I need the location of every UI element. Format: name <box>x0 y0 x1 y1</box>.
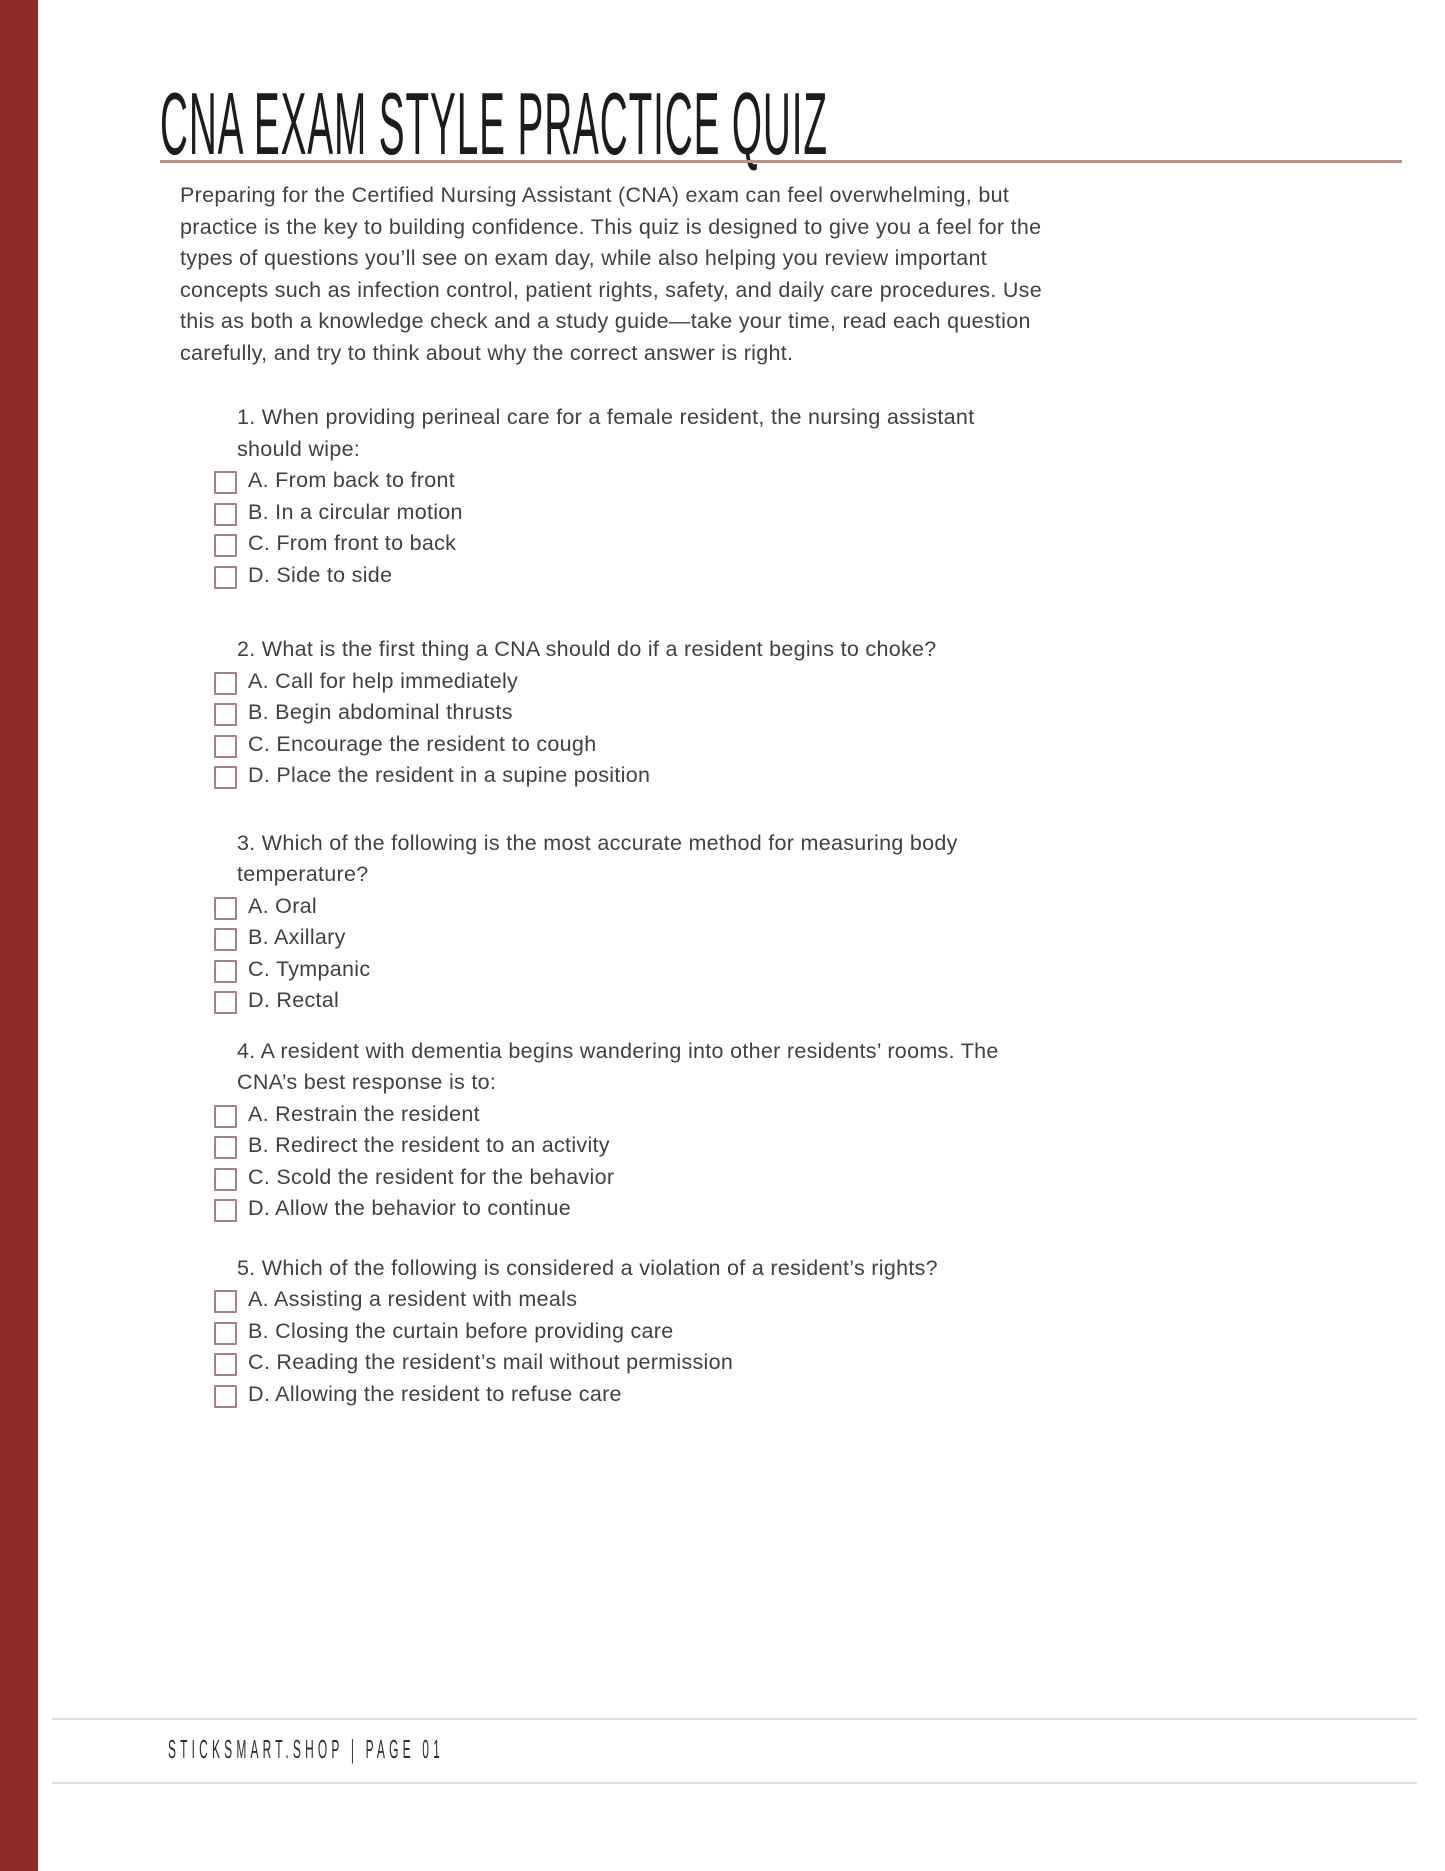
answer-label: C. Scold the resident for the behavior <box>248 1164 615 1189</box>
answer-label: A. Call for help immediately <box>248 668 519 693</box>
answer-checkbox[interactable] <box>214 471 237 494</box>
answer-option <box>160 1130 1402 1162</box>
answer-label: D. Rectal <box>248 988 340 1012</box>
answer-checkbox[interactable] <box>214 1353 237 1376</box>
title-underline-rule <box>160 160 1402 163</box>
answer-option <box>160 922 1402 954</box>
answer-option <box>160 1099 1402 1131</box>
answer-option <box>160 497 1402 529</box>
answer-option <box>160 465 1402 497</box>
left-accent-bar <box>0 0 38 1871</box>
answer-option <box>160 528 1402 560</box>
answer-checkbox[interactable] <box>214 1136 237 1159</box>
intro-line: carefully, and try to think about why the correct answer is right. <box>180 340 794 365</box>
answer-checkbox[interactable] <box>214 503 237 526</box>
question-3 <box>160 828 1402 1017</box>
answer-option <box>160 891 1402 923</box>
question-text: should wipe: <box>237 436 361 461</box>
question-text: temperature? <box>237 862 369 886</box>
answer-checkbox[interactable] <box>214 960 237 983</box>
answer-checkbox[interactable] <box>214 672 237 695</box>
answer-label: D. Allowing the resident to refuse care <box>248 1381 622 1406</box>
question-text: 3. Which of the following is the most accurate method for measuring body <box>237 830 958 855</box>
intro-paragraph <box>180 180 1080 369</box>
intro-line: practice is the key to building confidence. This quiz is designed to give you a feel for the <box>180 214 1042 239</box>
answer-label: C. From front to back <box>248 531 457 555</box>
answer-label: B. In a circular motion <box>248 499 463 524</box>
question-2 <box>160 634 1402 792</box>
answer-label: D. Place the resident in a supine position <box>248 763 651 787</box>
answer-checkbox[interactable] <box>214 1168 237 1191</box>
answer-checkbox[interactable] <box>214 1199 237 1222</box>
answer-option <box>160 697 1402 729</box>
answer-option <box>160 1379 1402 1411</box>
answer-checkbox[interactable] <box>214 1290 237 1313</box>
answer-checkbox[interactable] <box>214 991 237 1014</box>
answer-checkbox[interactable] <box>214 928 237 951</box>
answer-label: A. Restrain the resident <box>248 1101 480 1126</box>
answer-option <box>160 560 1402 592</box>
answer-option <box>160 985 1402 1017</box>
intro-line: Preparing for the Certified Nursing Assistant (CNA) exam can feel overwhelming, but <box>180 183 1010 207</box>
questions <box>160 402 1402 1410</box>
answer-option <box>160 1347 1402 1379</box>
answer-option <box>160 1193 1402 1225</box>
answer-option <box>160 729 1402 761</box>
footer <box>168 1736 768 1766</box>
question-4 <box>160 1036 1402 1225</box>
answer-label: B. Redirect the resident to an activity <box>248 1133 610 1157</box>
answer-label: C. Encourage the resident to cough <box>248 731 597 756</box>
page-title-text: CNA EXAM STYLE PRACTICE QUIZ <box>160 74 828 173</box>
answer-label: D. Allow the behavior to continue <box>248 1196 572 1220</box>
answer-checkbox[interactable] <box>214 1105 237 1128</box>
answer-checkbox[interactable] <box>214 534 237 557</box>
answer-checkbox[interactable] <box>214 735 237 758</box>
answer-option <box>160 1284 1402 1316</box>
answer-label: A. Oral <box>248 893 318 918</box>
question-text: 4. A resident with dementia begins wandering into other residents’ rooms. The <box>237 1038 999 1063</box>
answer-option <box>160 954 1402 986</box>
footer-text: STICKSMART.SHOP | PAGE 01 <box>168 1734 444 1764</box>
question-5 <box>160 1253 1402 1411</box>
answer-label: A. From back to front <box>248 468 456 492</box>
answer-checkbox[interactable] <box>214 1322 237 1345</box>
answer-option <box>160 1162 1402 1194</box>
intro-line: concepts such as infection control, patient rights, safety, and daily care procedures. Use <box>180 277 1042 302</box>
question-text: 1. When providing perineal care for a female resident, the nursing assistant <box>237 405 975 429</box>
intro-line: types of questions you’ll see on exam day, while also helping you review important <box>180 246 987 270</box>
intro-line: this as both a knowledge check and a study guide—take your time, read each question <box>180 309 1031 333</box>
question-text: CNA’s best response is to: <box>237 1070 497 1094</box>
answer-label: A. Assisting a resident with meals <box>248 1287 578 1311</box>
question-text: 2. What is the first thing a CNA should do if a resident begins to choke? <box>237 637 937 661</box>
question-text: 5. Which of the following is considered a violation of a resident’s rights? <box>237 1255 938 1280</box>
footer-top-rule <box>52 1718 1417 1720</box>
answer-checkbox[interactable] <box>214 1385 237 1408</box>
answer-checkbox[interactable] <box>214 703 237 726</box>
answer-label: B. Begin abdominal thrusts <box>248 700 513 724</box>
footer-bottom-rule <box>52 1782 1417 1784</box>
answer-label: C. Tympanic <box>248 956 371 981</box>
answer-option <box>160 760 1402 792</box>
answer-checkbox[interactable] <box>214 766 237 789</box>
page-title <box>160 74 1445 173</box>
answer-label: D. Side to side <box>248 562 393 587</box>
answer-checkbox[interactable] <box>214 897 237 920</box>
answer-option <box>160 1316 1402 1348</box>
answer-label: B. Closing the curtain before providing care <box>248 1318 674 1343</box>
question-1 <box>160 402 1402 591</box>
answer-option <box>160 666 1402 698</box>
answer-checkbox[interactable] <box>214 566 237 589</box>
answer-label: B. Axillary <box>248 925 346 949</box>
answer-label: C. Reading the resident’s mail without permission <box>248 1350 734 1374</box>
